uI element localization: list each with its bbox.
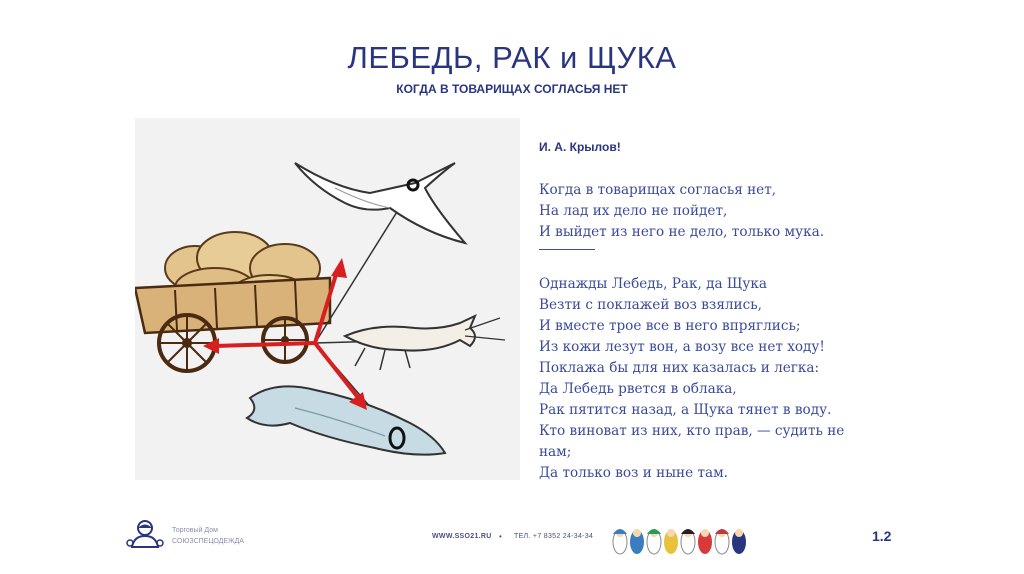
company-name-line2: СОЮЗСПЕЦОДЕЖДА xyxy=(172,538,244,545)
poem-author: И. А. Крылов! xyxy=(539,140,621,154)
poem-line: Рак пятится назад, а Щука тянет в воду. xyxy=(539,402,832,418)
matryoshka-dolls-icon xyxy=(612,520,748,556)
company-logo-icon xyxy=(124,519,166,551)
poem-line: И вместе трое все в него впряглись; xyxy=(539,318,801,334)
stanza-separator xyxy=(539,249,595,250)
slide-title: ЛЕБЕДЬ, РАК и ЩУКА xyxy=(347,40,677,75)
company-name xyxy=(172,525,244,547)
footer-separator: • xyxy=(499,532,502,541)
company-name-line1: Торговый Дом xyxy=(172,527,218,534)
poem-line: Из кожи лезут вон, а возу все нет ходу! xyxy=(539,339,825,355)
poem-line: Кто виноват из них, кто прав, — судить не нам; xyxy=(539,423,845,460)
poem-line: На лад их дело не пойдет, xyxy=(539,203,728,219)
poem-line: Однажды Лебедь, Рак, да Щука xyxy=(539,276,768,292)
website-link[interactable]: WWW.SSO21.RU xyxy=(432,533,492,540)
poem-line: И выйдет из него не дело, только мука. xyxy=(539,224,825,240)
page-number: 1.2 xyxy=(872,528,892,544)
fable-illustration xyxy=(135,118,520,480)
poem-stanza-1 xyxy=(539,180,869,243)
poem-line: Поклажа бы для них казалась и легка: xyxy=(539,360,820,376)
poem-line: Когда в товарищах согласья нет, xyxy=(539,182,777,198)
poem-line: Везти с поклажей воз взялись, xyxy=(539,297,762,313)
poem-line: Да Лебедь рвется в облака, xyxy=(539,381,737,397)
slide-subtitle: КОГДА В ТОВАРИЩАХ СОГЛАСЬЯ НЕТ xyxy=(396,82,628,96)
poem-line: Да только воз и ныне там. xyxy=(539,465,728,481)
phone-number: ТЕЛ. +7 8352 24-34-34 xyxy=(514,533,594,540)
poem-block xyxy=(539,140,869,484)
poem-stanza-2 xyxy=(539,274,869,484)
